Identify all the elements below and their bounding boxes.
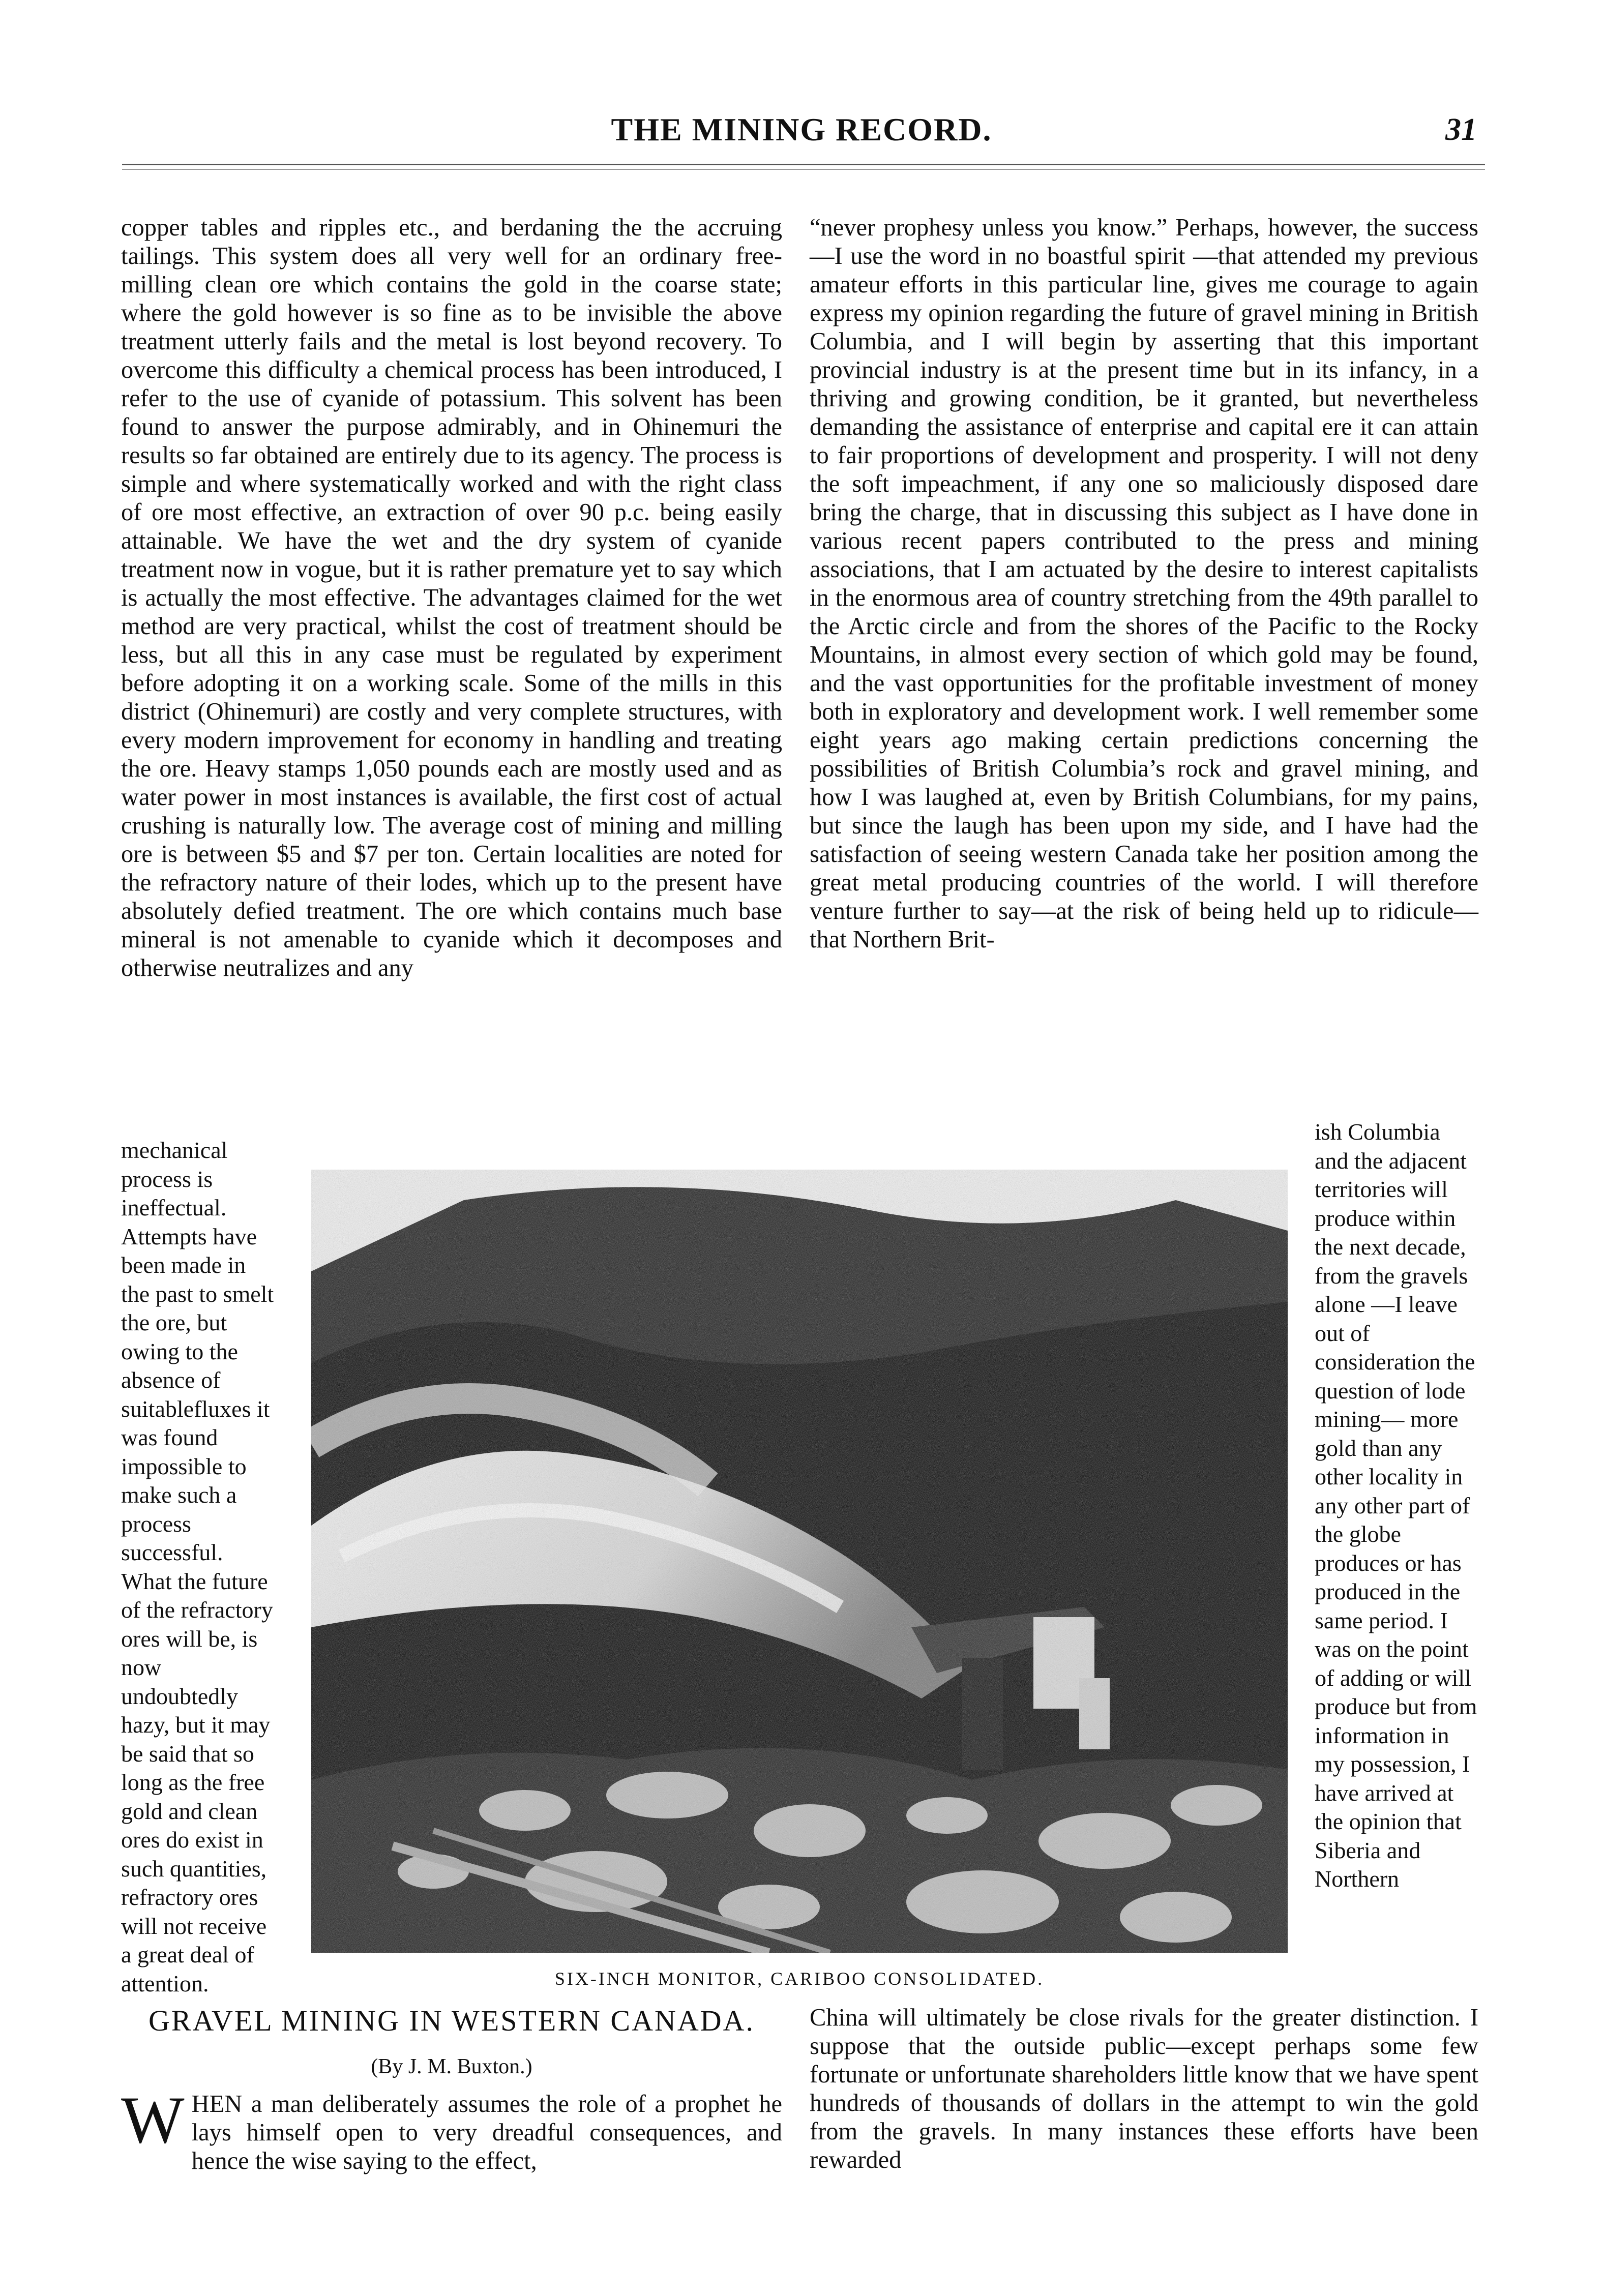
right-column-bottom-text — [810, 2004, 1478, 2174]
header-rule — [122, 164, 1485, 165]
article-intro — [121, 2082, 782, 2175]
left-column-text — [121, 214, 782, 982]
drop-cap: W — [121, 2082, 185, 2157]
page-number: 31 — [1445, 112, 1477, 147]
right-bottom-paragraph: China will ultimately be close rivals for the greater distinction. I suppose that the outside public—except perhaps some few fortunate or unfortunate shareholders little know that we have spent hundreds of thousands of dollars in the attempt to win the gold from the gravels. In many instances these efforts have been rewarded — [810, 2004, 1478, 2173]
left-narrow-paragraph: mechanical process is ineffectual. Attempts have been made in the past to smelt the ore, but owing to the absence of suitablefluxes it was found impossible to make such a process successful. What the future of the refractory ores will be, is now undoubtedly hazy, but it may be said that so long as the free gold and clean ores do exist in such quantities, refractory ores will not receive a great deal of attention. — [121, 1137, 274, 1996]
right-narrow-paragraph: ish Columbia and the adjacent territories will produce within the next decade, from the gravels alone —I leave out of consideration the question of lode mining— more gold than any other locality in any other part of the globe produces or has produced in the same period. I was on the point of adding or will produce but from information in my possession, I have arrived at the opinion that Siberia and Northern — [1315, 1119, 1477, 1892]
photo-caption: SIX-INCH MONITOR, CARIBOO CONSOLIDATED. — [554, 1969, 1045, 1989]
left-column-paragraph: copper tables and ripples etc., and berdaning the the accruing tailings. This system does all very well for an ordinary free-milling clean ore which contains the gold in the coarse state; where the gold however is so fine as to be invisible the above treatment utterly fails and the metal is lost beyond recovery. To overcome this difficulty a chemical process has been introduced, I refer to the use of cyanide of potassium. This solvent has been found to answer the purpose admirably, and in Ohinemuri the results so far obtained are entirely due to its agency. The process is simple and where systematically worked and with the right class of ore most effective, an extraction of over 90 p.c. being easily attainable. We have the wet and the dry system of cyanide treatment now in vogue, but it is rather premature yet to say which is actually the most effective. The advantages claimed for the wet method are very practical, whilst the cost of treatment should be less, but all this in any case must be regulated by experiment before adopting it on a working scale. Some of the mills in this district (Ohinemuri) are costly and very complete structures, with every modern improvement for economy in handling and treating the ore. Heavy stamps 1,050 pounds each are mostly used and as water power in most instances is available, the first cost of actual crushing is naturally low. The average cost of mining and milling ore is between $5 and $7 per ton. Certain localities are noted for the refractory nature of their lodes, which up to the present have absolutely defied treatment. The ore which contains much base mineral is not amenable to cyanide which it decomposes and otherwise neutralizes and any — [121, 214, 782, 981]
article-title: GRAVEL MINING IN WESTERN CANADA. — [148, 2004, 755, 2037]
article-byline: (By J. M. Buxton.) — [371, 2055, 532, 2078]
monitor-photograph — [311, 1170, 1288, 1953]
left-narrow-column-text — [121, 1136, 279, 1998]
right-narrow-column-text — [1315, 1118, 1478, 1894]
right-column-paragraph: “never prophesy unless you know.” Perhaps, however, the success—I use the word in no boastful spirit —that attended my previous amateur efforts in this particular line, gives me courage to again express my opinion regarding the future of gravel mining in British Columbia, and I will begin by asserting that this important provincial industry is at the present time but in its infancy, in a thriving and growing condition, be it granted, but nevertheless demanding the assistance of enterprise and capital ere it can attain to fair proportions of development and prosperity. I will not deny the soft impeachment, if any one so maliciously disposed dare bring the charge, that in discussing this subject as I have done in various recent papers contributed to the press and mining associations, that I am actuated by the desire to interest capitalists in the enormous area of country stretching from the 49th parallel to the Arctic circle and from the shores of the Pacific to the Rocky Mountains, in almost every section of which gold may be found, and the vast opportunities for the profitable investment of money both in exploratory and development work. I well remember some eight years ago making certain predictions concerning the possibilities of British Columbia’s rock and gravel mining, and how I was laughed at, even by British Columbians, for my pains, but since the laugh has been upon my side, and I have had the satisfaction of seeing western Canada take her position among the great metal producing countries of the world. I will therefore venture further to say—at the risk of being held up to ridicule—that Northern Brit- — [810, 214, 1478, 953]
article-intro-text: HEN a man deliberately assumes the role of a prophet he lays himself open to very dreadful consequences, and hence the wise saying to the effect, — [191, 2091, 782, 2174]
right-column-text — [810, 214, 1478, 954]
header-rule-thin — [122, 169, 1485, 170]
publication-title: THE MINING RECORD. — [611, 111, 992, 147]
page-header — [0, 111, 1603, 157]
